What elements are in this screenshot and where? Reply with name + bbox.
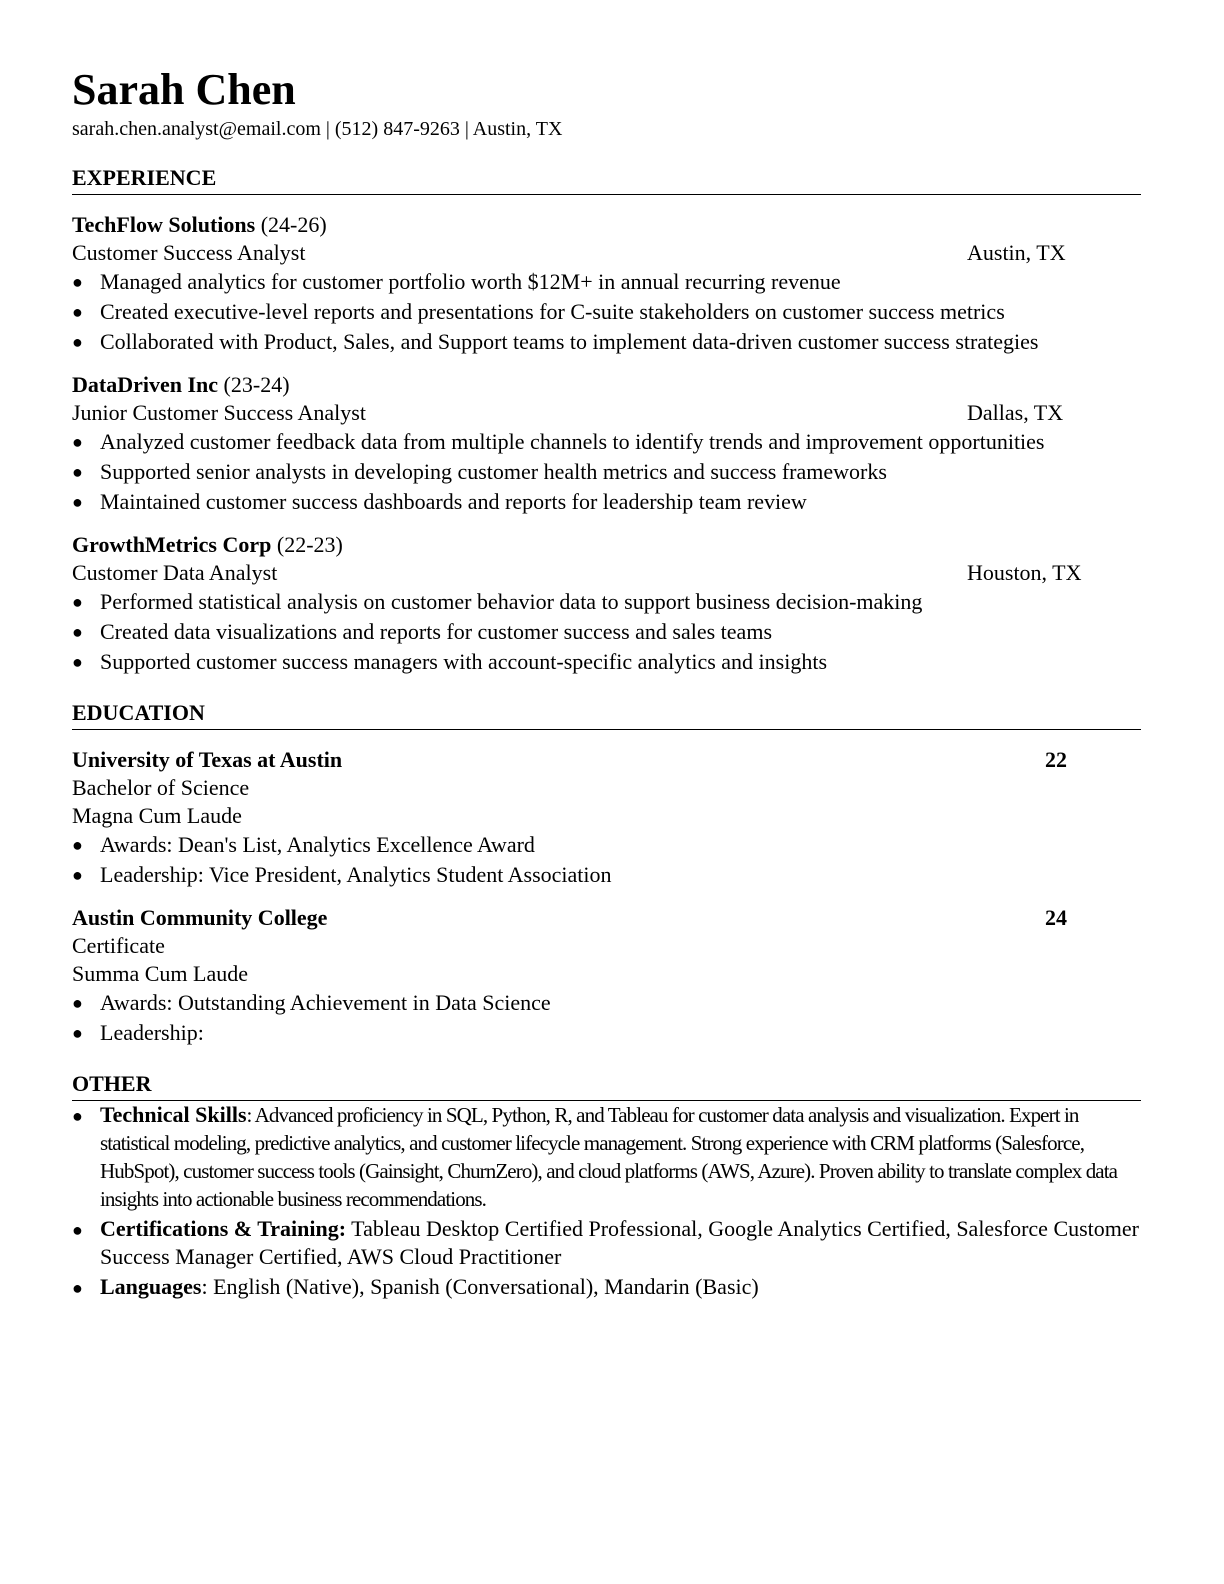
- bullet-icon: ●: [72, 1220, 83, 1240]
- job-entry: [72, 531, 1141, 677]
- bullet-item: ● Managed analytics for customer portfolio worth $12M+ in annual recurring revenue: [72, 267, 1141, 297]
- job-company: GrowthMetrics Corp: [72, 532, 272, 557]
- job-company: DataDriven Inc: [72, 372, 219, 397]
- job-location: Dallas, TX: [967, 400, 1064, 425]
- bullet-item: ● Awards: Outstanding Achievement in Data Science: [72, 988, 1141, 1018]
- school-name: Austin Community College: [72, 905, 328, 930]
- bullet-item: ● Supported senior analysts in developing customer health metrics and success frameworks: [72, 457, 1141, 487]
- resume-page: [72, 64, 1141, 1303]
- bullet-icon: ●: [72, 622, 83, 642]
- education-bullets: [72, 830, 1141, 890]
- job-dates: (22-23): [271, 532, 343, 557]
- honor: Magna Cum Laude: [72, 803, 242, 828]
- bullet-item: ● Created executive-level reports and presentations for C-suite stakeholders on customer success metrics: [72, 297, 1141, 327]
- bullet-icon: ●: [72, 1278, 83, 1298]
- job-entry: [72, 211, 1141, 357]
- bullet-icon: ●: [72, 492, 83, 512]
- graduation-year: 24: [1045, 905, 1067, 930]
- education-entry: [72, 746, 1141, 890]
- bullet-item: ● Supported customer success managers with account-specific analytics and insights: [72, 647, 1141, 677]
- bullet-item: ● Leadership: Vice President, Analytics Student Association: [72, 860, 1141, 890]
- bullet-icon: ●: [72, 835, 83, 855]
- job-title: Customer Success Analyst: [72, 240, 306, 265]
- job-location: Houston, TX: [967, 560, 1082, 585]
- education-entry: [72, 904, 1141, 1048]
- bullet-icon: ●: [72, 1106, 83, 1126]
- job-dates: (24-26): [255, 212, 327, 237]
- job-entry: [72, 371, 1141, 517]
- bullet-icon: ●: [72, 462, 83, 482]
- skills-item: ● Technical Skills: Advanced proficiency in SQL, Python, R, and Tableau for customer data analysis and visualization. Expert in statistical modeling, predictive analytics, and customer lifecycle management. Strong experience with CRM platforms (Salesforce, HubSpot), customer success tools (Gainsight, ChurnZero), and cloud platforms (AWS, Azure). Proven ability to translate complex data insights into actionable business recommendations.: [72, 1102, 1118, 1211]
- job-title: Junior Customer Success Analyst: [72, 400, 366, 425]
- job-company: TechFlow Solutions: [72, 212, 256, 237]
- bullet-item: ● Analyzed customer feedback data from multiple channels to identify trends and improvement opportunities: [72, 427, 1141, 457]
- experience-heading: EXPERIENCE: [72, 164, 1141, 195]
- bullet-icon: ●: [72, 272, 83, 292]
- bullet-item: ● Created data visualizations and reports for customer success and sales teams: [72, 617, 1141, 647]
- contact-line: sarah.chen.analyst@email.com | (512) 847-9263 | Austin, TX: [72, 118, 563, 140]
- education-bullets: [72, 988, 1141, 1048]
- school-name: University of Texas at Austin: [72, 747, 343, 772]
- bullet-item: ● Collaborated with Product, Sales, and Support teams to implement data-driven customer success strategies: [72, 327, 1141, 357]
- item-text: Advanced proficiency in SQL, Python, R, and Tableau for customer data analysis and visualization. Expert in statistical modeling, predictive analytics, and customer lifecycle management. Strong experience with CRM platforms (Salesforce, HubSpot), customer success tools (Gainsight, ChurnZero), and cloud platforms (AWS, Azure). Proven ability to translate complex data insights into actionable business recommendations.: [100, 1103, 1118, 1211]
- item-text: Tableau Desktop Certified Professional, Google Analytics Certified, Salesforce Customer Success Manager Certified, AWS Cloud Practitioner: [100, 1216, 1139, 1269]
- bullet-item: ● Performed statistical analysis on customer behavior data to support business decision-making: [72, 587, 1141, 617]
- bullet-icon: ●: [72, 302, 83, 322]
- job-title: Customer Data Analyst: [72, 560, 278, 585]
- degree: Bachelor of Science: [72, 775, 250, 800]
- job-dates: (23-24): [218, 372, 290, 397]
- item-label: Languages: [100, 1274, 202, 1299]
- languages-item: ● Languages: English (Native), Spanish (Conversational), Mandarin (Basic): [72, 1273, 1141, 1301]
- bullet-icon: ●: [72, 652, 83, 672]
- candidate-name: Sarah Chen: [72, 65, 296, 114]
- job-location: Austin, TX: [967, 240, 1066, 265]
- item-label: Technical Skills: [100, 1102, 247, 1127]
- bullet-icon: ●: [72, 432, 83, 452]
- graduation-year: 22: [1045, 747, 1067, 772]
- bullet-icon: ●: [72, 592, 83, 612]
- item-text: English (Native), Spanish (Conversational), Mandarin (Basic): [213, 1274, 759, 1299]
- education-heading: EDUCATION: [72, 699, 1141, 730]
- bullet-icon: ●: [72, 1023, 83, 1043]
- bullet-item: ● Maintained customer success dashboards and reports for leadership team review: [72, 487, 1141, 517]
- bullet-icon: ●: [72, 332, 83, 352]
- bullet-item: ● Awards: Dean's List, Analytics Excellence Award: [72, 830, 1141, 860]
- job-bullets: [72, 267, 1141, 357]
- bullet-item: ● Leadership:: [72, 1018, 1141, 1048]
- other-list: [72, 1101, 1141, 1301]
- item-label: Certifications & Training:: [100, 1216, 347, 1241]
- bullet-icon: ●: [72, 993, 83, 1013]
- other-heading: OTHER: [72, 1070, 1141, 1101]
- bullet-icon: ●: [72, 865, 83, 885]
- honor: Summa Cum Laude: [72, 961, 248, 986]
- job-bullets: [72, 587, 1141, 677]
- job-bullets: [72, 427, 1141, 517]
- degree: Certificate: [72, 933, 165, 958]
- certifications-item: [72, 1215, 1141, 1271]
